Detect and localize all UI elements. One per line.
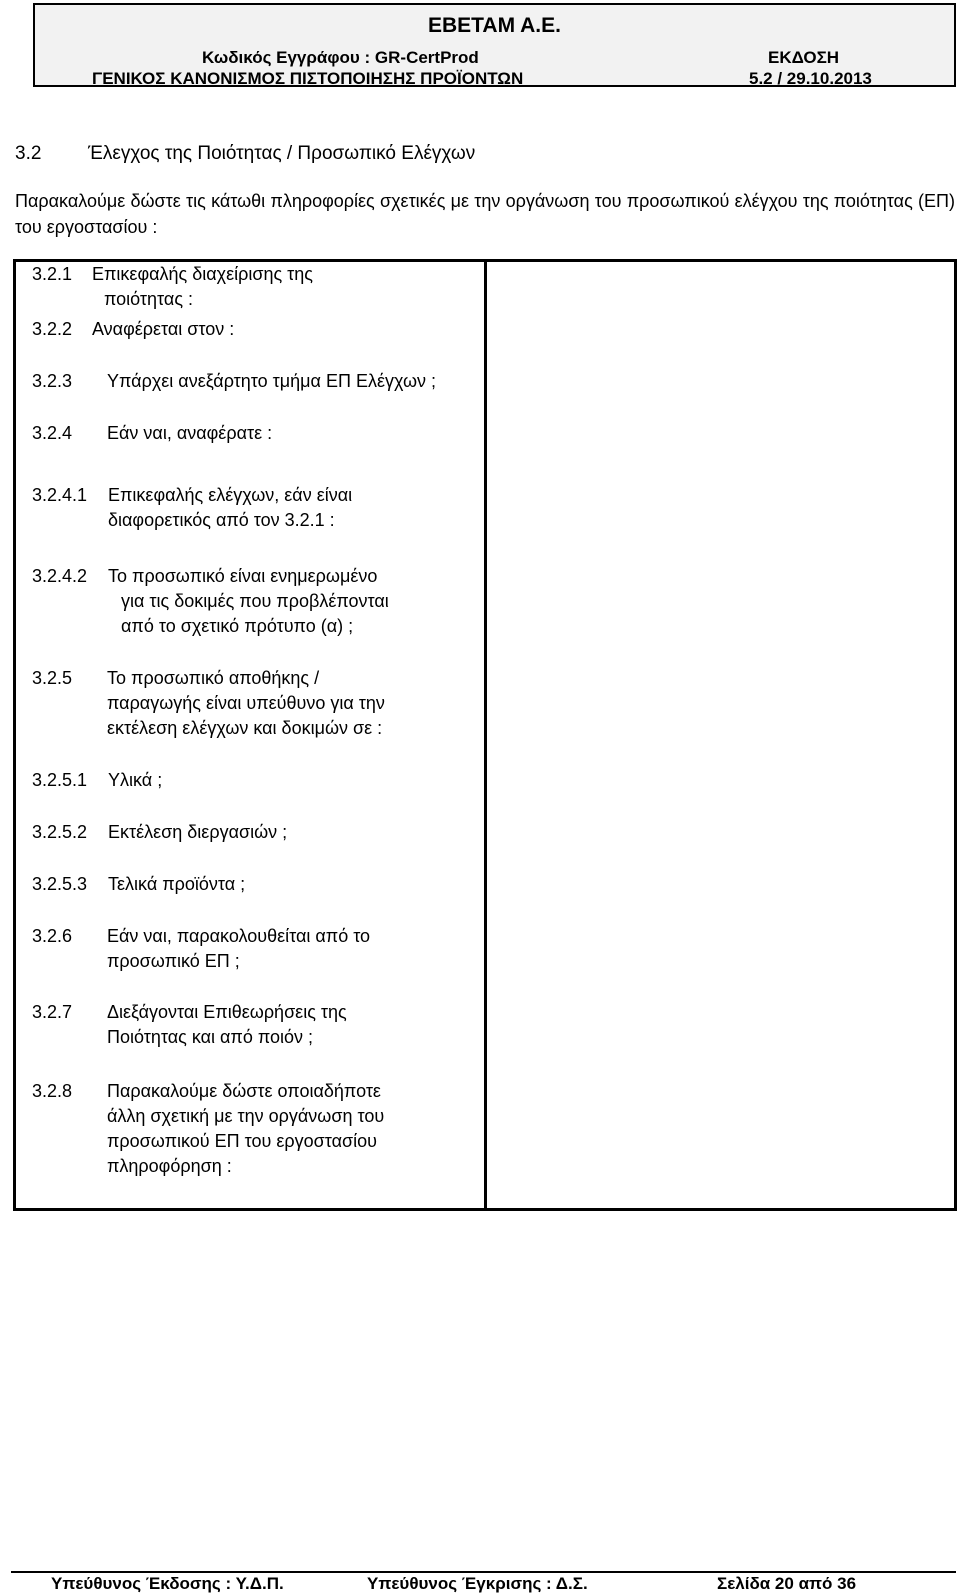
question-text: Παρακαλούμε δώστε οποιαδήποτε <box>107 1081 381 1101</box>
question-text: πληροφόρηση : <box>107 1156 232 1176</box>
question-text: άλλη σχετική με την οργάνωση του <box>107 1106 385 1126</box>
question-number: 3.2.4 <box>32 423 73 443</box>
document-title: ΓΕΝΙΚΟΣ ΚΑΝΟΝΙΣΜΟΣ ΠΙΣΤΟΠΟΙΗΣΗΣ ΠΡΟΪΟΝΤΩΝ <box>92 69 524 88</box>
question-number: 3.2.6 <box>32 926 73 946</box>
question-text: Το προσωπικό αποθήκης / <box>107 668 320 688</box>
questionnaire-table <box>13 259 957 1211</box>
document-code: Κωδικός Εγγράφου : GR-CertProd <box>202 48 479 67</box>
question-number: 3.2.4.2 <box>32 566 88 586</box>
question-3-2-7 <box>32 1000 347 1050</box>
footer-issuer: Υπεύθυνος Έκδοσης : Υ.Δ.Π. <box>51 1574 284 1593</box>
question-number: 3.2.3 <box>32 371 73 391</box>
question-text: εκτέλεση ελέγχων και δοκιμών σε : <box>107 718 383 738</box>
question-text: προσωπικό ΕΠ ; <box>107 951 240 971</box>
question-text: Το προσωπικό είναι ενημερωμένο <box>108 566 378 586</box>
document-header <box>33 3 956 87</box>
question-text: Ποιότητας και από ποιόν ; <box>107 1027 314 1047</box>
question-text: Υλικά ; <box>108 770 163 790</box>
question-text: Επικεφαλής διαχείρισης της <box>92 264 313 284</box>
question-text: ποιότητας : <box>104 289 193 309</box>
section-heading <box>15 143 475 165</box>
question-3-2-5-2 <box>32 820 287 845</box>
question-number: 3.2.5.3 <box>32 874 88 894</box>
question-text: Αναφέρεται στον : <box>92 319 235 339</box>
edition-label: ΕΚΔΟΣΗ <box>768 48 840 67</box>
footer-approver: Υπεύθυνος Έγκρισης : Δ.Σ. <box>367 1574 588 1593</box>
question-text: Τελικά προϊόντα ; <box>108 874 246 894</box>
section-title: Έλεγχος της Ποιότητας / Προσωπικό Ελέγχων <box>88 143 476 164</box>
question-text: Επικεφαλής ελέγχων, εάν είναι <box>108 485 353 505</box>
question-number: 3.2.4.1 <box>32 485 88 505</box>
question-text: για τις δοκιμές που προβλέπονται <box>121 591 389 611</box>
question-text: Υπάρχει ανεξάρτητο τμήμα ΕΠ Ελέγχων ; <box>107 371 437 391</box>
section-number: 3.2 <box>15 143 42 164</box>
question-3-2-3 <box>32 369 436 394</box>
question-number: 3.2.2 <box>32 319 73 339</box>
question-3-2-5-3 <box>32 872 245 897</box>
question-3-2-4 <box>32 421 272 446</box>
question-3-2-4-2 <box>32 564 389 639</box>
question-3-2-6 <box>32 924 370 974</box>
company-name: ΕΒΕΤΑΜ Α.Ε. <box>427 14 561 37</box>
question-text: Εκτέλεση διεργασιών ; <box>108 822 288 842</box>
question-number: 3.2.5.2 <box>32 822 88 842</box>
footer-page-number: Σελίδα 20 από 36 <box>717 1574 857 1593</box>
question-3-2-1 <box>32 262 313 312</box>
question-3-2-5 <box>32 666 385 741</box>
question-3-2-2 <box>32 317 234 342</box>
question-text: Εάν ναι, αναφέρατε : <box>107 423 273 443</box>
question-number: 3.2.7 <box>32 1002 73 1022</box>
edition-value: 5.2 / 29.10.2013 <box>749 69 872 88</box>
document-footer <box>11 1571 956 1591</box>
question-text: από το σχετικό πρότυπο (α) ; <box>121 616 354 636</box>
question-text: Διεξάγονται Επιθεωρήσεις της <box>107 1002 347 1022</box>
question-number: 3.2.5 <box>32 668 73 688</box>
question-3-2-5-1 <box>32 768 162 793</box>
question-3-2-4-1 <box>32 483 352 533</box>
question-text: παραγωγής είναι υπεύθυνο για την <box>107 693 385 713</box>
question-number: 3.2.5.1 <box>32 770 88 790</box>
question-text: προσωπικού ΕΠ του εργοστασίου <box>107 1131 377 1151</box>
question-number: 3.2.1 <box>32 264 73 284</box>
question-3-2-8 <box>32 1079 384 1179</box>
question-number: 3.2.8 <box>32 1081 73 1101</box>
question-text: Εάν ναι, παρακολουθείται από το <box>107 926 371 946</box>
section-intro: Παρακαλούμε δώστε τις κάτωθι πληροφορίες σχετικές με την οργάνωση του προσωπικού ελέγχου της ποιότητας (ΕΠ) του εργοστασίου : <box>15 191 955 237</box>
question-text: διαφορετικός από τον 3.2.1 : <box>108 510 335 530</box>
answer-cell[interactable] <box>487 262 954 1208</box>
